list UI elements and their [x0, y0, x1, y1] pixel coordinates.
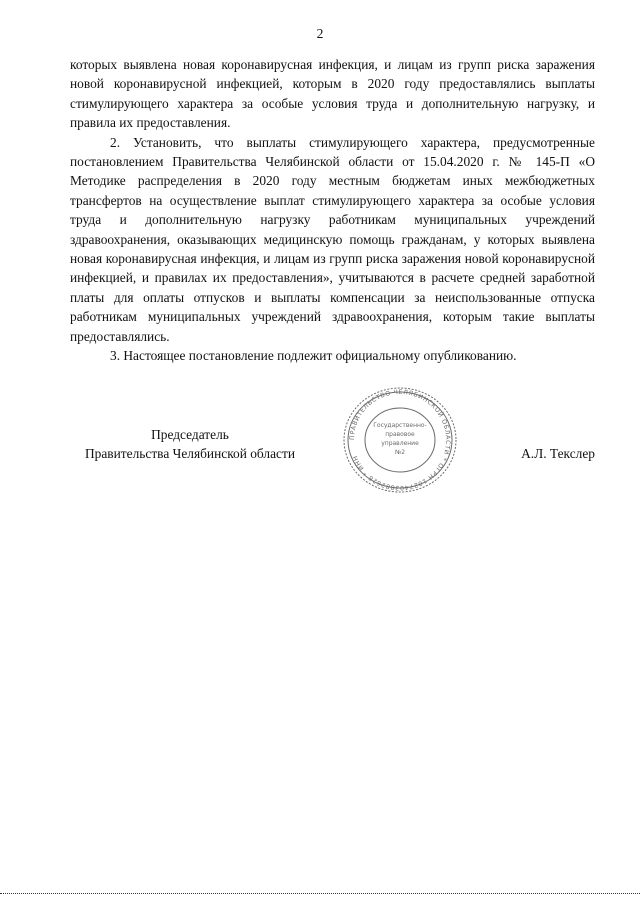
signatory-position	[70, 425, 310, 464]
paragraph-item-3: 3. Настоящее постановление подлежит официальному опубликованию.	[110, 348, 517, 364]
signatory-name: А.Л. Текслер	[521, 446, 595, 461]
official-seal-stamp	[340, 385, 460, 495]
seal-center-line2: правовое	[385, 431, 415, 438]
seal-center-line4: №2	[394, 449, 406, 456]
seal-outer-ring-text: ПРАВИТЕЛЬСТВО ЧЕЛЯБИНСКОЙ ОБЛАСТИ * ОГРН 1027403882626 * ИНН	[348, 388, 452, 492]
bottom-dotted-rule	[0, 893, 640, 894]
paragraph-item-2: 2. Установить, что выплаты стимулирующего характера, предусмотренные постановлением Правительства Челябинской области от 15.04.2020 г. № 145-П «О Методике распределения в 2020 году местным бюджетам иных межбюджетных трансфертов на осуществление выплат стимулирующего характера за особые условия труда и дополнительную нагрузку работникам муниципальных учреждений здравоохранения, оказывающих медицинскую помощь гражданам, у которых выявлена новая коронавирусная инфекция, и лицам из групп риска заражения новой коронавирусной инфекцией, и правилах их предоставления», учитываются в расчете средней заработной платы для оплаты отпусков и выплаты компенсации за неиспользованные отпуска работникам муниципальных учреждений здравоохранения, которым такие выплаты предоставлялись.	[70, 134, 595, 344]
signatory-position-line2: Правительства Челябинской области	[85, 446, 295, 462]
seal-center-line3: управление	[381, 440, 419, 447]
paragraph-continuation: которых выявлена новая коронавирусная инфекция, и лицам из групп риска заражения новой коронавирусной инфекцией, которым в 2020 году предоставлялись выплаты стимулирующего характера за особые условия труда и дополнительную нагрузку, и правила их предоставления.	[70, 57, 595, 131]
seal-center-line1: Государственно-	[373, 422, 427, 429]
signatory-position-line1: Председатель	[151, 427, 229, 442]
document-body	[70, 55, 595, 366]
page-number: 2	[316, 26, 324, 41]
